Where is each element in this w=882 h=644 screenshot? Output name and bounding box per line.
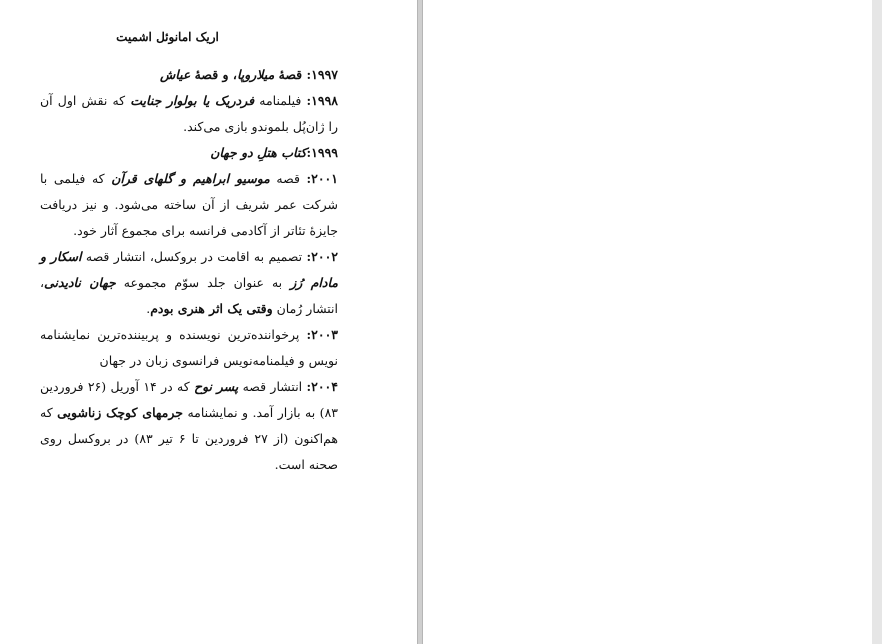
- entry-title: قصهٔ: [274, 67, 307, 82]
- entry-title: ، و قصهٔ: [190, 67, 237, 82]
- chronology-entry: [40, 88, 338, 140]
- entry-text: که هم‌اکنون (از ۲۷ فروردین تا ۶ تیر ۸۳) در بروکسل روی صحنه است.: [40, 405, 338, 472]
- entry-text: تصمیم به اقامت در بروکسل، انتشار قصه: [81, 249, 307, 264]
- chronology-entry: [40, 140, 338, 166]
- chronology-entry: [40, 244, 338, 322]
- chronology-text: [40, 62, 338, 478]
- entry-text: انتشار قصه: [238, 379, 307, 394]
- entry-title: میلاروپا: [236, 67, 275, 82]
- entry-text: قصه: [269, 171, 307, 186]
- entry-title: موسیو ابراهیم و گلهای قرآن: [111, 171, 270, 186]
- entry-title: جرمهای کوچک زناشویی: [57, 405, 183, 420]
- entry-year: ۱۹۹۸:: [306, 93, 339, 108]
- entry-year: ۲۰۰۳:: [306, 327, 338, 342]
- entry-text: فیلمنامه: [254, 93, 307, 108]
- entry-title: کتاب هتلِ دو جهان: [210, 145, 307, 160]
- entry-text: ، انتشار رُمان: [40, 275, 338, 316]
- entry-title: عیاش: [160, 67, 191, 82]
- entry-year: ۲۰۰۱:: [306, 171, 338, 186]
- entry-title: پسر نوح: [194, 379, 239, 394]
- entry-title: فردریک یا بولوار جنایت: [130, 93, 255, 108]
- entry-text: به عنوان جلد سوّم مجموعه: [115, 275, 291, 290]
- chronology-entry: [40, 166, 338, 244]
- entry-text: .: [146, 301, 151, 316]
- vertical-scrollbar[interactable]: [872, 0, 882, 644]
- entry-text: که فیلمی با شرکت عمر شریف از آن ساخته می‌شود. و نیز دریافت جایزهٔ تئاتر از آکادمی فرانسه برای مجموع آثار خود.: [40, 171, 338, 238]
- entry-title: وقتی یک اثر هنری بودم: [150, 301, 273, 316]
- entry-year: ۱۹۹۷:: [306, 67, 338, 82]
- running-header: اریک امانوئل اشمیت: [116, 30, 219, 44]
- entry-year: ۲۰۰۴:: [306, 379, 338, 394]
- entry-title: اسکار و مادام رُز: [40, 249, 338, 290]
- entry-text: که نقش اول آن را ژان‌پُل بلموندو بازی می‌کند.: [40, 93, 338, 134]
- entry-title: جهان نادیدنی: [44, 275, 116, 290]
- chronology-entry: [40, 374, 338, 478]
- document-page-right: [422, 0, 872, 644]
- entry-text: پرخواننده‌ترین نویسنده و پربیننده‌ترین نمایشنامه نویس و فیلمنامه‌نویس فرانسوی زبان در جهان: [40, 327, 338, 368]
- entry-text: که در ۱۴ آوریل (۲۶ فروردین ۸۳) به بازار آمد. و نمایشنامه: [40, 379, 338, 420]
- document-page-left: [0, 0, 418, 644]
- chronology-entry: [40, 62, 338, 88]
- entry-year: ۱۹۹۹:: [306, 145, 338, 160]
- entry-year: ۲۰۰۲:: [306, 249, 338, 264]
- chronology-entry: [40, 322, 338, 374]
